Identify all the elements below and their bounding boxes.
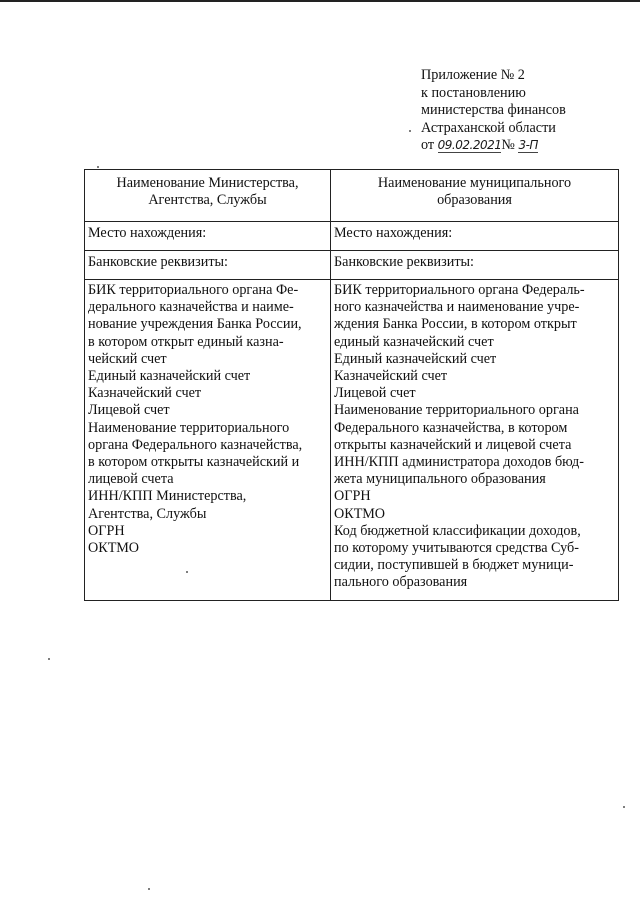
requisites-right-line: по которому учитываются средства Суб- — [334, 540, 580, 557]
requisites-right-line: пального образования — [334, 574, 468, 591]
requisites-right-line: ного казначейства и наименование учре- — [334, 299, 580, 316]
table-header-row — [85, 170, 619, 222]
requisites-right-line: Лицевой счет — [334, 385, 416, 402]
appendix-line-2: к постановлению — [421, 84, 526, 101]
requisites-right-line: сидии, поступившей в бюджет муници- — [334, 557, 574, 574]
requisites-left-line: Агентства, Службы — [88, 505, 207, 522]
requisites-left-line: в котором открыты казначейский и — [88, 454, 300, 471]
requisites-left-line: ОКТМО — [88, 540, 140, 557]
header-cell-ministry — [85, 170, 331, 222]
location-left-cell: Место нахождения: — [85, 222, 331, 251]
requisites-right-line: Федерального казначейства, в котором — [334, 419, 568, 436]
requisites-right-line: Единый казначейский счет — [334, 350, 497, 367]
header-cell-municipality — [331, 170, 619, 222]
bank-right-cell: Банковские реквизиты: — [331, 251, 619, 280]
requisites-left-line: Наименование территориального — [88, 419, 290, 436]
top-border-line — [0, 0, 640, 2]
requisites-right-line: Казначейский счет — [334, 368, 448, 385]
requisites-row — [85, 280, 619, 601]
requisites-right-line: ОГРН — [334, 488, 371, 505]
header-right-line: образования — [437, 192, 512, 209]
requisites-left-line: Лицевой счет — [88, 402, 170, 419]
requisites-right-line: единый казначейский счет — [334, 333, 494, 350]
requisites-right-line: Наименование территориального органа — [334, 402, 579, 419]
header-left-line: Агентства, Службы — [148, 192, 267, 209]
handwritten-number: 3-П — [518, 138, 538, 153]
requisites-left-cell — [85, 280, 331, 601]
requisites-table — [84, 169, 619, 601]
bank-left-cell: Банковские реквизиты: — [85, 251, 331, 280]
requisites-left-line: дерального казначейства и наиме- — [88, 299, 294, 316]
scan-speck — [97, 166, 99, 168]
appendix-title: Приложение № 2 — [421, 67, 525, 83]
scan-speck — [623, 806, 625, 808]
appendix-header — [421, 67, 636, 155]
header-left-line: Наименование Министерства, — [116, 175, 299, 191]
appendix-line-3: министерства финансов — [421, 102, 566, 119]
requisites-left-line: Единый казначейский счет — [88, 368, 251, 385]
requisites-right-line: ждения Банка России, в котором открыт — [334, 316, 577, 333]
requisites-left-line: органа Федерального казначейства, — [88, 436, 303, 453]
scan-speck — [186, 571, 188, 573]
scan-speck — [409, 130, 411, 132]
requisites-left-line: чейский счет — [88, 350, 167, 367]
handwritten-date: 09.02.2021 — [437, 138, 502, 153]
bank-row — [85, 251, 619, 280]
location-row — [85, 222, 619, 251]
scan-speck — [148, 888, 150, 890]
requisites-right-line: открыты казначейский и лицевой счета — [334, 436, 572, 453]
requisites-left-line: ОГРН — [88, 522, 125, 539]
requisites-right-line: жета муниципального образования — [334, 471, 546, 488]
requisites-left-line: ИНН/КПП Министерства, — [88, 488, 247, 505]
requisites-left-line: Казначейский счет — [88, 385, 202, 402]
requisites-right-line: ОКТМО — [334, 505, 386, 522]
requisites-right-line: Код бюджетной классификации доходов, — [334, 522, 581, 539]
header-right-line: Наименование муниципального — [377, 175, 572, 191]
date-prefix: от — [421, 137, 435, 154]
appendix-date-line — [421, 137, 636, 155]
requisites-left-line: нование учреждения Банка России, — [88, 316, 302, 333]
appendix-line-4: Астраханской области — [421, 119, 556, 136]
location-right-cell: Место нахождения: — [331, 222, 619, 251]
requisites-left-line: БИК территориального органа Фе- — [88, 282, 299, 298]
requisites-right-line: ИНН/КПП администратора доходов бюд- — [334, 454, 584, 471]
requisites-right-cell — [331, 280, 619, 601]
requisites-right-line: БИК территориального органа Федераль- — [334, 282, 585, 298]
requisites-left-line: лицевой счета — [88, 471, 174, 488]
scan-speck — [48, 658, 50, 660]
requisites-left-line: в котором открыт единый казна- — [88, 333, 284, 350]
number-label: № — [501, 137, 515, 154]
